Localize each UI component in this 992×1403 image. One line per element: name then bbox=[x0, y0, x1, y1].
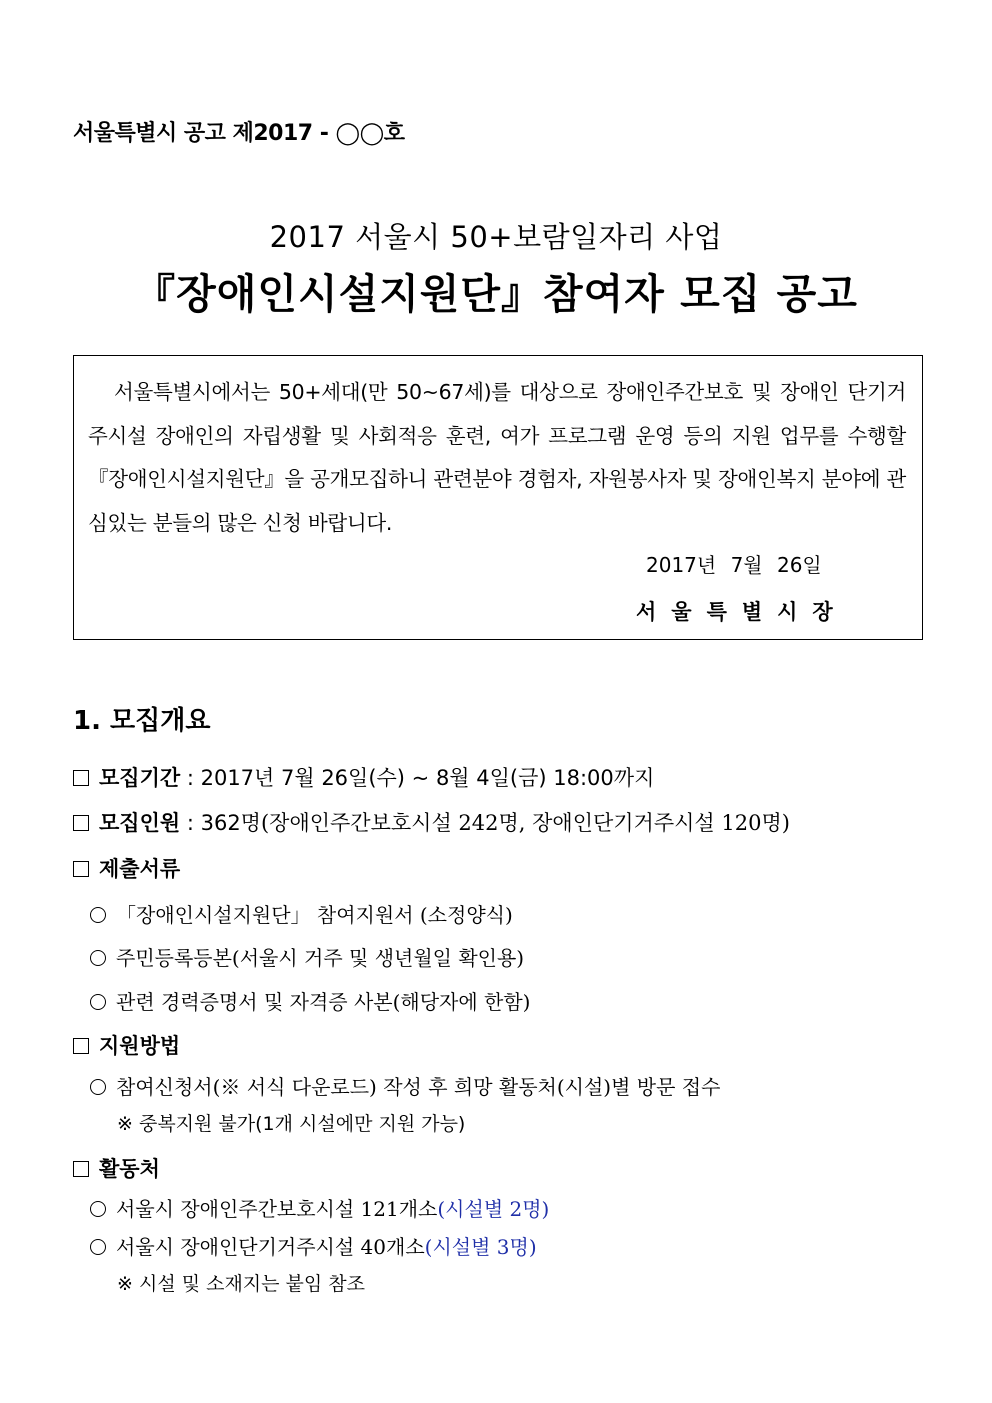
place-item-text: 서울시 장애인단기거주시설 40개소 bbox=[116, 1235, 425, 1259]
documents-label: 제출서류 bbox=[99, 857, 181, 881]
circle-bullet-icon bbox=[90, 950, 106, 966]
documents-heading bbox=[73, 853, 180, 883]
notice-title: 『장애인시설지원단』참여자 모집 공고 bbox=[134, 270, 858, 318]
notice-subtitle: 2017 서울시 50+보람일자리 사업 bbox=[269, 220, 723, 254]
square-bullet-icon bbox=[73, 1161, 89, 1177]
recruits-count: 362명 bbox=[200, 811, 261, 835]
document-item-text: 「장애인시설지원단」 참여지원서 (소정양식) bbox=[116, 903, 513, 927]
method-item bbox=[90, 1071, 720, 1100]
document-item-text: 주민등록등본(서울시 거주 및 생년월일 확인용) bbox=[116, 946, 525, 970]
place-item-text: 서울시 장애인주간보호시설 121개소 bbox=[116, 1197, 438, 1221]
square-bullet-icon bbox=[73, 861, 89, 877]
circle-bullet-icon bbox=[90, 907, 106, 923]
method-note: ※ 중복지원 불가(1개 시설에만 지원 가능) bbox=[117, 1113, 466, 1135]
issuer-name: 서울특별시장 bbox=[636, 600, 848, 624]
place-item-extra: (시설별 3명) bbox=[424, 1235, 537, 1259]
circle-bullet-icon bbox=[90, 1079, 106, 1095]
circle-bullet-icon bbox=[90, 994, 106, 1010]
period-value: 2017년 7월 26일(수) ~ 8월 4일(금) 18:00까지 bbox=[200, 766, 655, 790]
document-item-text: 관련 경력증명서 및 자격증 사본(해당자에 한함) bbox=[116, 990, 531, 1014]
period-label: 모집기간 bbox=[99, 766, 181, 790]
circle-bullet-icon bbox=[90, 1239, 106, 1255]
method-label: 지원방법 bbox=[99, 1034, 181, 1058]
period-row bbox=[73, 762, 654, 792]
place-item bbox=[90, 1193, 549, 1222]
places-heading bbox=[73, 1153, 160, 1183]
document-item bbox=[90, 899, 513, 928]
recruits-detail: (장애인주간보호시설 242명, 장애인단기거주시설 120명) bbox=[260, 811, 790, 835]
recruits-sep: : bbox=[180, 811, 201, 835]
intro-text: 서울특별시에서는 50+세대(만 50~67세)를 대상으로 장애인주간보호 및 장애인 단기거주시설 장애인의 자립생활 및 사회적응 훈련, 여가 프로그램 운영 등의 지원 업무를 수행할『장애인시설지원단』을 공개모집하니 관련분야 경험자, 자원봉사자 및 장애인복지 분야에 관심있는 분들의 많은 신청 바랍니다. bbox=[88, 380, 906, 535]
document-item bbox=[90, 986, 530, 1015]
method-item-text: 참여신청서(※ 서식 다운로드) 작성 후 희망 활동처(시설)별 방문 접수 bbox=[116, 1075, 721, 1099]
places-note: ※ 시설 및 소재지는 붙임 참조 bbox=[117, 1273, 366, 1295]
place-item-extra: (시설별 2명) bbox=[437, 1197, 550, 1221]
method-heading bbox=[73, 1030, 180, 1060]
section-title: 1. 모집개요 bbox=[73, 706, 211, 736]
place-item bbox=[90, 1231, 537, 1260]
square-bullet-icon bbox=[73, 815, 89, 831]
recruits-row bbox=[73, 807, 790, 837]
square-bullet-icon bbox=[73, 770, 89, 786]
square-bullet-icon bbox=[73, 1038, 89, 1054]
period-sep: : bbox=[180, 766, 201, 790]
recruits-label: 모집인원 bbox=[99, 811, 181, 835]
announcement-date: 2017년 7월 26일 bbox=[646, 553, 822, 577]
places-label: 활동처 bbox=[99, 1157, 160, 1181]
document-item bbox=[90, 942, 524, 971]
intro-box bbox=[73, 355, 923, 640]
circle-bullet-icon bbox=[90, 1201, 106, 1217]
notice-number: 서울특별시 공고 제2017 - ◯◯호 bbox=[73, 121, 405, 146]
